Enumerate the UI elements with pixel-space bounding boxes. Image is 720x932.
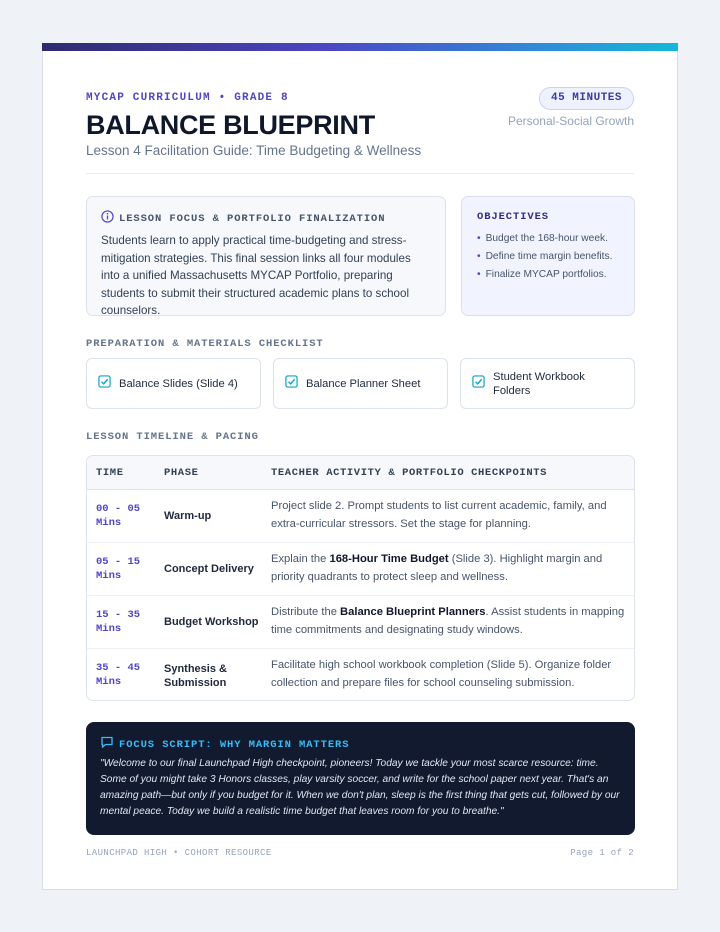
table-row [87, 596, 634, 649]
checkbox-checked-icon [472, 375, 485, 393]
timeline-table [86, 455, 635, 701]
material-item-planner[interactable] [273, 358, 448, 409]
objectives-card [461, 196, 635, 316]
material-item-slides[interactable] [86, 358, 261, 409]
row-phase: Concept Delivery [164, 563, 254, 575]
material-item-label: Balance Slides (Slide 4) [119, 377, 238, 390]
accent-bar [42, 43, 678, 51]
column-header-phase: PHASE [164, 467, 199, 479]
row-phase: Warm-up [164, 510, 212, 522]
focus-script-panel [86, 722, 635, 835]
info-icon [101, 210, 114, 228]
strand-label: Personal-Social Growth [507, 114, 634, 128]
row-time: 00 - 05 Mins [96, 503, 141, 529]
table-header [87, 456, 634, 490]
emphasis-text: 168-Hour Time Budget [329, 553, 449, 565]
row-time: 35 - 45 Mins [96, 662, 141, 688]
objective-item: • Budget the 168-hour week. [477, 230, 612, 248]
row-activity: Explain the 168-Hour Time Budget (Slide 3). Highlight margin and priority quadrants to protect sleep and wellness. [271, 553, 603, 583]
curriculum-kicker: MYCAP CURRICULUM • GRADE 8 [86, 92, 289, 104]
table-row [87, 649, 634, 701]
lesson-focus-heading: LESSON FOCUS & PORTFOLIO FINALIZATION [119, 213, 386, 225]
checkbox-checked-icon [285, 375, 298, 393]
checkbox-checked-icon [98, 375, 111, 393]
row-activity: Distribute the Balance Blueprint Planners. Assist students in mapping time commitments and designating study windows. [271, 606, 625, 636]
page-title: BALANCE BLUEPRINT [86, 110, 375, 140]
chat-bubble-icon [100, 735, 114, 754]
row-time: 15 - 35 Mins [96, 609, 141, 635]
table-row [87, 490, 634, 543]
objective-item: • Define time margin benefits. [477, 248, 612, 266]
footer-page-number: Page 1 of 2 [570, 848, 634, 858]
material-item-label: Balance Planner Sheet [306, 377, 421, 390]
materials-section-heading: PREPARATION & MATERIALS CHECKLIST [86, 338, 324, 350]
objectives-list [477, 230, 612, 284]
row-phase: Synthesis & Submission [164, 662, 227, 689]
objective-item: • Finalize MYCAP portfolios. [477, 266, 612, 284]
lesson-focus-text: Students learn to apply practical time-budgeting and stress-mitigation strategies. This final session links all four modules into a unified Massachusetts MYCAP Portfolio, preparing students to submit their structured academic plans to school counselors. [101, 234, 411, 317]
page-subtitle: Lesson 4 Facilitation Guide: Time Budgeting & Wellness [86, 143, 422, 158]
column-header-activity: TEACHER ACTIVITY & PORTFOLIO CHECKPOINTS [271, 467, 548, 479]
row-time: 05 - 15 Mins [96, 556, 141, 582]
focus-script-text: "Welcome to our final Launchpad High checkpoint, pioneers! Today we tackle your most scarce resource: time. Some of you might take 3 Honors classes, play varsity soccer, and write for the school paper next year. That's an amazing path—but only if you budget for it. When we don't plan, sleep is the first thing that gets cut, followed by our mental peace. Today we build a realistic time budget that leaves room for you to breathe." [100, 758, 620, 817]
column-header-time: TIME [96, 467, 124, 479]
timeline-section-heading: LESSON TIMELINE & PACING [86, 431, 259, 443]
duration-badge: 45 MINUTES [539, 87, 634, 110]
row-phase: Budget Workshop [164, 616, 259, 628]
lesson-focus-card [86, 196, 446, 316]
row-activity: Project slide 2. Prompt students to list current academic, family, and extra-curricular stressors. Set the stage for planning. [271, 500, 607, 530]
footer-source: LAUNCHPAD HIGH • COHORT RESOURCE [86, 848, 272, 858]
row-activity: Facilitate high school workbook completion (Slide 5). Organize folder collection and prepare files for school counseling submission. [271, 659, 612, 689]
material-item-label: Student Workbook Folders [493, 370, 585, 397]
objectives-heading: OBJECTIVES [477, 211, 550, 223]
document-page [42, 43, 678, 890]
header-divider [86, 173, 634, 174]
emphasis-text: Balance Blueprint Planners [340, 606, 486, 618]
table-row [87, 543, 634, 596]
focus-script-heading: FOCUS SCRIPT: WHY MARGIN MATTERS [119, 738, 350, 751]
material-item-folders[interactable] [460, 358, 635, 409]
